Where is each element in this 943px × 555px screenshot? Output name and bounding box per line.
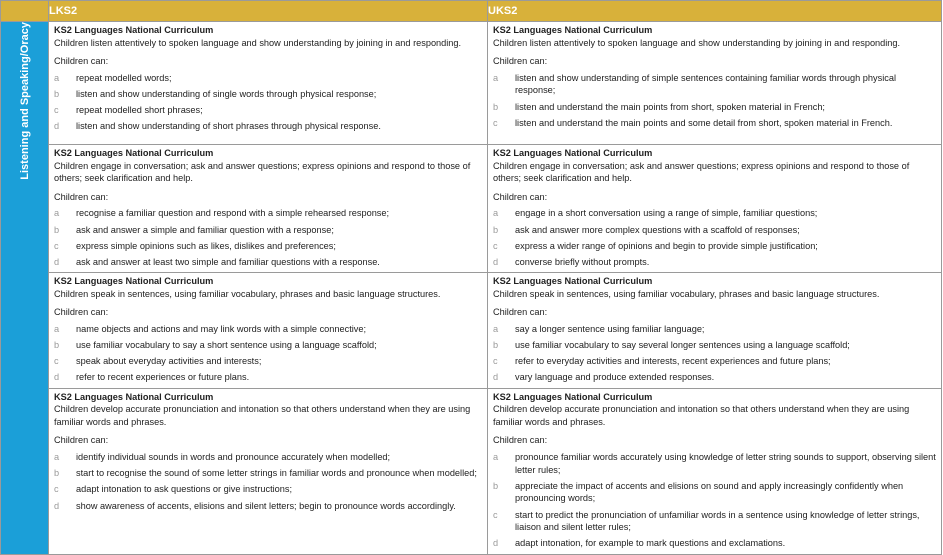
list-item [54,120,483,133]
list-item [54,355,483,368]
side-label-cell [1,22,49,555]
objective-list [493,72,937,130]
list-item [54,240,483,253]
item-letter: c [54,240,59,251]
item-text: ask and answer at least two simple and familiar questions with a response. [76,256,380,267]
list-item [493,355,937,368]
list-item [493,101,937,114]
cell-statement: Children develop accurate pronunciation and intonation so that others understand when they are using familiar words and phrases. [493,404,910,427]
item-letter: c [54,356,59,367]
item-text: express simple opinions such as likes, dislikes and preferences; [76,240,336,251]
cell-statement: Children listen attentively to spoken language and show understanding by joining in and responding. [54,37,462,48]
item-text: name objects and actions and may link words with a simple connective; [76,323,367,334]
item-text: start to predict the pronunciation of unfamiliar words in a sentence using knowledge of letter strings, liaison and silent letter rules; [515,509,920,533]
item-text: engage in a short conversation using a range of simple, familiar questions; [515,208,818,219]
children-can-label: Children can: [493,307,548,318]
item-letter: d [493,538,499,549]
uks2-cell [488,388,942,554]
cell-title: KS2 Languages National Curriculum [54,276,214,287]
item-letter: d [54,372,60,383]
header-row [1,1,942,22]
cell-title: KS2 Languages National Curriculum [54,25,214,35]
item-letter: b [54,88,60,99]
item-text: start to recognise the sound of some letter strings in familiar words and pronounce when modelled; [76,468,477,479]
cell-title: KS2 Languages National Curriculum [493,148,653,158]
list-item [54,451,483,464]
header-uks2: UKS2 [488,1,942,22]
item-letter: a [493,323,499,334]
item-text: speak about everyday activities and interests; [76,356,262,367]
item-letter: b [54,224,60,235]
item-letter: a [54,323,60,334]
header-corner [1,1,49,22]
item-text: say a longer sentence using familiar language; [515,323,705,334]
item-letter: b [493,101,499,112]
list-item [493,451,937,476]
cell-title: KS2 Languages National Curriculum [493,276,653,287]
item-text: adapt intonation to ask questions or give instructions; [76,484,293,495]
item-text: recognise a familiar question and respond with a simple rehearsed response; [76,208,390,219]
objective-list [493,451,937,550]
cell-statement: Children develop accurate pronunciation and intonation so that others understand when they are using familiar words and phrases. [54,404,471,427]
list-item [54,339,483,352]
list-item [493,240,937,253]
list-item [493,207,937,220]
item-letter: a [54,72,60,83]
list-item [54,104,483,117]
list-item [54,500,483,513]
item-letter: b [493,224,499,235]
list-item [493,371,937,384]
table-row [1,145,942,273]
objective-list [493,207,937,268]
list-item [54,256,483,269]
cell-title: KS2 Languages National Curriculum [493,25,653,35]
cell-statement: Children engage in conversation; ask and answer questions; express opinions and respond to those of others; seek clarification and help. [493,160,910,184]
lks2-cell [49,388,488,554]
item-text: refer to recent experiences or future plans. [76,372,250,383]
list-item [54,72,483,85]
item-letter: c [54,484,59,495]
uks2-cell [488,145,942,273]
side-label: Listening and Speaking/Oracy [18,22,31,180]
lks2-cell [49,273,488,389]
item-text: listen and show understanding of short phrases through physical response. [76,121,381,132]
list-item [493,224,937,237]
item-letter: d [54,121,60,132]
item-text: converse briefly without prompts. [515,256,650,267]
item-text: express a wider range of opinions and begin to provide simple justification; [515,240,818,251]
objective-list [493,323,937,384]
cell-statement: Children engage in conversation; ask and answer questions; express opinions and respond to those of others; seek clarification and help. [54,160,471,184]
item-letter: c [493,509,498,520]
list-item [493,480,937,505]
uks2-cell [488,273,942,389]
objective-list [54,323,483,384]
list-item [493,339,937,352]
item-letter: b [54,468,60,479]
table-row [1,273,942,389]
item-text: use familiar vocabulary to say a short sentence using a language scaffold; [76,340,377,351]
list-item [54,224,483,237]
item-letter: c [493,117,498,128]
item-text: listen and understand the main points and some detail from short, spoken material in French. [515,117,893,128]
objective-list [54,207,483,268]
table-row [1,22,942,145]
item-text: use familiar vocabulary to say several longer sentences using a language scaffold; [515,340,850,351]
list-item [493,72,937,97]
lks2-cell [49,22,488,145]
item-letter: a [54,452,60,463]
item-text: refer to everyday activities and interests, recent experiences and future plans; [515,356,831,367]
lks2-cell [49,145,488,273]
item-text: pronounce familiar words accurately using knowledge of letter string sounds to support, observing silent letter rules; [515,452,936,475]
item-text: show awareness of accents, elisions and silent letters; begin to pronounce words accordingly. [76,500,456,511]
objective-list [54,451,483,512]
cell-title: KS2 Languages National Curriculum [54,148,214,158]
item-text: listen and show understanding of single words through physical response; [76,88,377,99]
children-can-label: Children can: [54,56,109,67]
item-letter: c [54,105,59,116]
item-text: vary language and produce extended responses. [515,372,715,383]
item-letter: d [493,372,499,383]
item-letter: a [493,208,499,219]
list-item [54,88,483,101]
item-letter: c [493,356,498,367]
children-can-label: Children can: [493,56,548,67]
list-item [493,117,937,130]
list-item [493,537,937,550]
item-letter: b [493,480,499,491]
objective-list [54,72,483,133]
item-text: listen and understand the main points from short, spoken material in French; [515,101,825,112]
children-can-label: Children can: [54,307,109,318]
header-lks2: LKS2 [49,1,488,22]
children-can-label: Children can: [54,191,109,202]
cell-title: KS2 Languages National Curriculum [54,391,214,402]
children-can-label: Children can: [493,435,548,446]
uks2-cell [488,22,942,145]
item-text: identify individual sounds in words and pronounce accurately when modelled; [76,452,391,463]
table-row [1,388,942,554]
list-item [54,323,483,336]
cell-statement: Children speak in sentences, using familiar vocabulary, phrases and basic language structures. [54,288,441,299]
item-text: listen and show understanding of simple sentences containing familiar words through physical response; [515,72,896,96]
item-text: ask and answer a simple and familiar question with a response; [76,224,334,235]
list-item [493,323,937,336]
list-item [493,509,937,534]
item-letter: b [493,340,499,351]
item-letter: a [493,452,499,463]
list-item [54,467,483,480]
item-text: repeat modelled short phrases; [76,105,203,116]
list-item [54,371,483,384]
item-letter: d [54,256,60,267]
list-item [54,483,483,496]
children-can-label: Children can: [493,191,548,202]
item-letter: a [54,208,60,219]
item-letter: c [493,240,498,251]
item-text: ask and answer more complex questions with a scaffold of responses; [515,224,800,235]
list-item [54,207,483,220]
item-letter: b [54,340,60,351]
item-letter: a [493,72,499,83]
cell-statement: Children listen attentively to spoken language and show understanding by joining in and responding. [493,37,901,48]
list-item [493,256,937,269]
item-text: appreciate the impact of accents and elisions on sound and apply increasingly confidently when pronouncing words; [515,480,904,504]
item-text: adapt intonation, for example to mark questions and exclamations. [515,538,786,549]
cell-statement: Children speak in sentences, using familiar vocabulary, phrases and basic language structures. [493,288,880,299]
item-letter: d [54,500,60,511]
children-can-label: Children can: [54,435,109,446]
cell-title: KS2 Languages National Curriculum [493,391,653,402]
item-letter: d [493,256,499,267]
item-text: repeat modelled words; [76,72,172,83]
